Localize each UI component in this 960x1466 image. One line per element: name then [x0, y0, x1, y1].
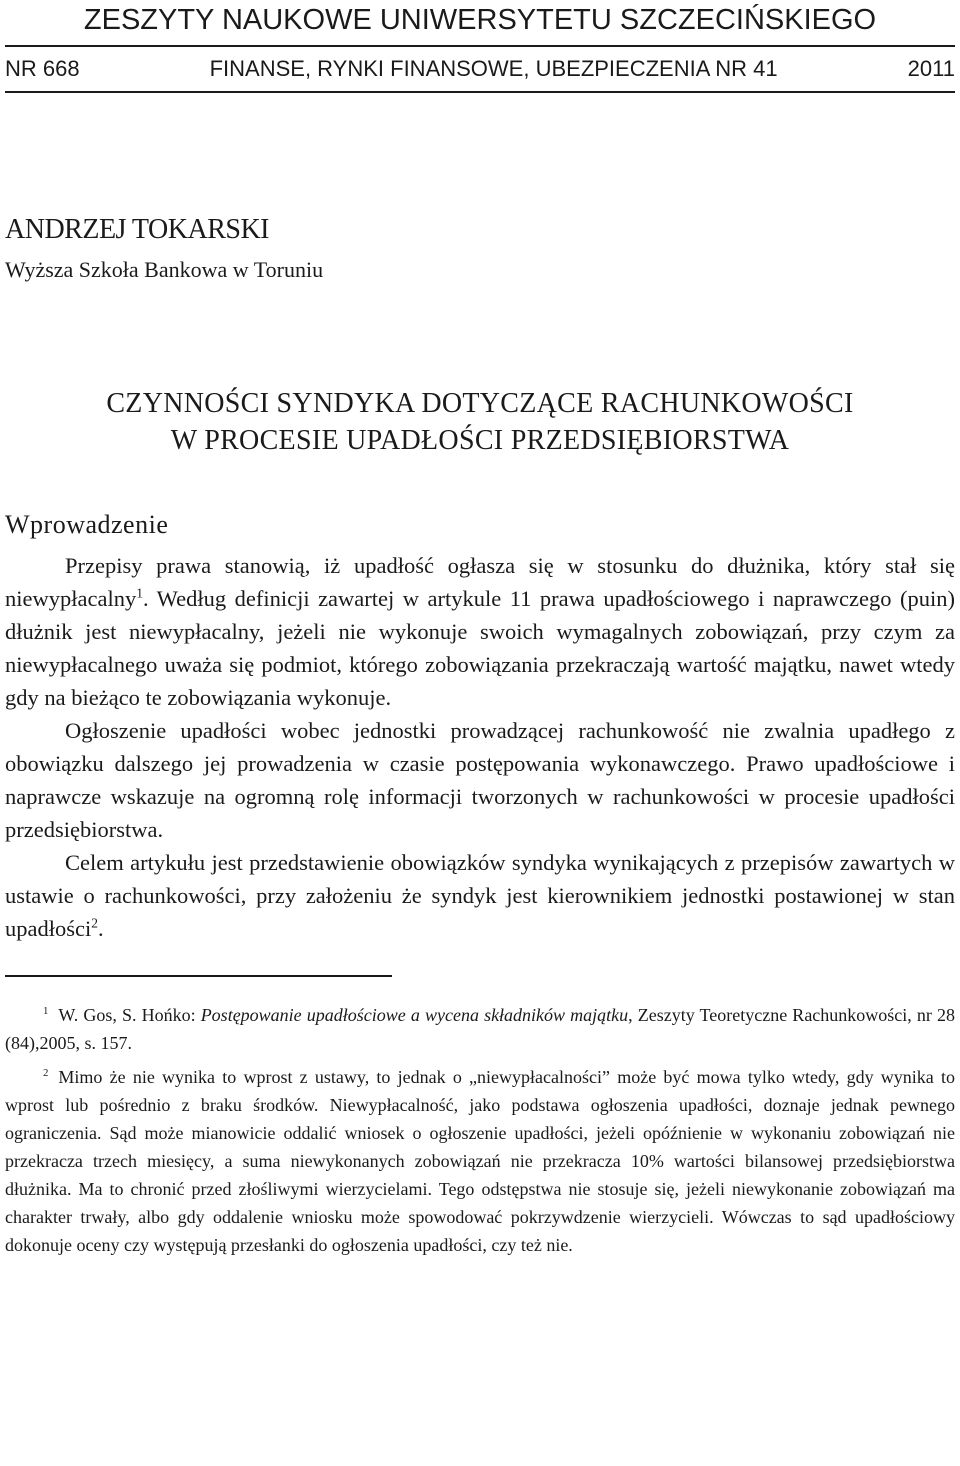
- paper-page: [5, 0, 955, 1265]
- paragraph-1-text-b: . Według definicji zawartej w artykule 11 prawa upadłościowego i naprawczego (puin) dłużnik jest niewypłacalny, jeżeli nie wykonuje swoich wymagalnych zobowiązań, przy czym za niewypłacalnego uważa się podmiot, którego zobowiązania przekraczają wartość majątku, nawet wtedy gdy na bieżąco te zobowiązania wykonuje.: [5, 586, 955, 710]
- paragraph-3: [5, 846, 955, 945]
- journal-title: ZESZYTY NAUKOWE UNIWERSYTETU SZCZECIŃSKIEGO: [5, 2, 955, 47]
- journal-issue-line: [5, 55, 955, 93]
- article-title-line-1: CZYNNOŚCI SYNDYKA DOTYCZĄCE RACHUNKOWOŚCI: [106, 388, 854, 419]
- journal-header: [5, 2, 955, 93]
- author-affiliation: Wyższa Szkoła Bankowa w Toruniu: [5, 257, 324, 282]
- paragraph-2: Ogłoszenie upadłości wobec jednostki prowadzącej rachunkowość nie zwalnia upadłego z obowiązku dalszego jej prowadzenia w czasie postępowania wykonawczego. Prawo upadłościowe i naprawcze wskazuje na ogromną rolę informacji tworzonych w rachunkowości w procesie upadłości przedsiębiorstwa.: [5, 718, 955, 842]
- issue-series: FINANSE, RYNKI FINANSOWE, UBEZPIECZENIA NR 41: [209, 56, 778, 81]
- paragraph-1-text-a: Przepisy prawa stanowią, iż upadłość ogłasza się w stosunku do dłużnika, który stał się niewypłacalny: [5, 553, 955, 611]
- footnote-2-text: Mimo że nie wynika to wprost z ustawy, to jednak o „niewypłacalności” może być mowa tylko wtedy, gdy wynika to wprost lub pośrednio z braku środków. Niewypłacalność, jako podstawa ogłoszenia upadłości, doznaje jednak pewnego ograniczenia. Sąd może mianowicie oddalić wniosek o ogłoszenie upadłości, jeżeli opóźnienie w wykonaniu zobowiązań nie przekracza trzech miesięcy, a suma niewykonanych zobowiązań nie przekracza 10% wartości bilansowej przedsiębiorstwa dłużnika. Ma to chronić przed złośliwymi wierzycielami. Tego odstępstwa nie stosuje się, jeżeli niewykonanie zobowiązań ma charakter trwały, albo gdy oddalenie wniosku może spowodować pokrzywdzenie wierzycieli. Wówczas to sąd upadłościowy dokonuje oceny czy występują przesłanki do ogłoszenia upadłości, czy też nie.: [5, 1067, 955, 1255]
- footnotes: [5, 1001, 955, 1259]
- footnote-ref-2[interactable]: 2: [91, 915, 98, 931]
- author-name: ANDRZEJ TOKARSKI: [5, 214, 269, 245]
- paragraph-3-text-b: .: [97, 916, 104, 941]
- issue-year: 2011: [907, 56, 955, 81]
- paragraph-3-text-a: Celem artykułu jest przedstawienie obowiązków syndyka wynikających z przepisów zawartych w ustawie o rachunkowości, przy założeniu że syndyk jest kierownikiem jednostki postawionej w stan upadłości: [5, 850, 955, 941]
- paragraph-1: [5, 549, 955, 714]
- footnote-1-text-b: , Zeszyty Teoretyczne Rachunkowości, nr 28 (84),2005, s. 157.: [5, 1005, 955, 1053]
- footnote-1-number: 1: [43, 1005, 49, 1017]
- footnote-1-title: Postępowanie upadłościowe a wycena składników majątku: [200, 1005, 629, 1025]
- article-body: [5, 549, 955, 945]
- footnote-ref-1[interactable]: 1: [136, 585, 143, 601]
- footnote-1-text-a: W. Gos, S. Hońko:: [58, 1005, 201, 1025]
- article-title: [5, 385, 955, 459]
- footnote-divider: [5, 975, 392, 977]
- article-title-line-2: W PROCESIE UPADŁOŚCI PRZEDSIĘBIORSTWA: [170, 425, 790, 456]
- section-heading: Wprowadzenie: [5, 510, 169, 539]
- issue-number: NR 668: [5, 56, 80, 81]
- footnote-2: [5, 1063, 955, 1259]
- footnote-1: [5, 1001, 955, 1057]
- footnote-2-number: 2: [43, 1067, 49, 1079]
